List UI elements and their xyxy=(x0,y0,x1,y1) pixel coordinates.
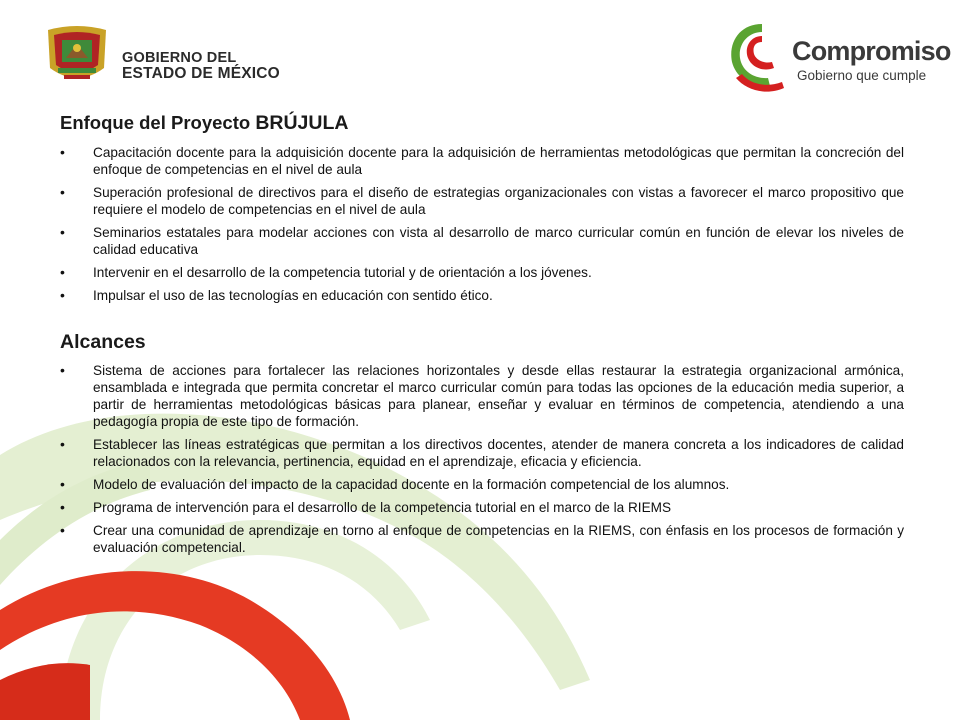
coat-of-arms-logo xyxy=(44,24,110,86)
gov-line-1: GOBIERNO DEL xyxy=(122,50,237,66)
header xyxy=(0,0,960,100)
slide-content xyxy=(60,112,904,562)
list-item: • Programa de intervención para el desarrollo de la competencia tutorial en el marco de la RIEMS xyxy=(60,499,904,516)
brand-title: Compromiso xyxy=(792,36,951,66)
alcances-list xyxy=(60,362,904,556)
swirl-red-tail xyxy=(0,663,90,720)
list-item: • Sistema de acciones para fortalecer las relaciones horizontales y desde ellas restaurar la estrategia organizacional armónica, ensamblada e integrada que permita concretar el marco curricular común para todas las opciones de la educación media superior, a partir de herramientas metodológicas básicas para planear, enseñar y evaluar en términos de competencia, atendiendo a una pedagogía propia de este tipo de formación. xyxy=(60,362,904,430)
list-item: • Seminarios estatales para modelar acciones con vista al desarrollo de marco curricular común en función de elevar los niveles de calidad educativa xyxy=(60,224,904,258)
list-item: • Intervenir en el desarrollo de la competencia tutorial y de orientación a los jóvenes. xyxy=(60,264,904,281)
section-title-prefix: Enfoque del Proyecto xyxy=(60,112,256,133)
gov-line-2: ESTADO DE MÉXICO xyxy=(122,65,280,82)
list-item: • Crear una comunidad de aprendizaje en torno al enfoque de competencias en la RIEMS, con énfasis en los procesos de formación y evaluación competencial. xyxy=(60,522,904,556)
list-item: • Superación profesional de directivos para el diseño de estrategias organizacionales con vistas a favorecer el marco propositivo que requiere el modelo de competencias en el nivel de aula xyxy=(60,184,904,218)
enfoque-list xyxy=(60,144,904,304)
list-item: • Modelo de evaluación del impacto de la capacidad docente en la formación competencial de los alumnos. xyxy=(60,476,904,493)
brand-subtitle: Gobierno que cumple xyxy=(797,68,927,83)
list-item: • Establecer las líneas estratégicas que permitan a los directivos docentes, atender de manera concreta a los indicadores de calidad relacionados con la relevancia, pertinencia, equidad en el aprendizaje, eficacia y eficiencia. xyxy=(60,436,904,470)
compromiso-logo-icon xyxy=(722,16,800,98)
government-name xyxy=(122,50,280,82)
list-item: • Capacitación docente para la adquisición docente para la adquisición de herramientas metodológicas que permitan la concreción del enfoque de competencias en el nivel de aula xyxy=(60,144,904,178)
list-item: • Impulsar el uso de las tecnologías en educación con sentido ético. xyxy=(60,287,904,304)
section-title-enfoque xyxy=(60,112,904,135)
section-title-strong: BRÚJULA xyxy=(255,112,349,134)
section-title-alcances: Alcances xyxy=(60,331,146,353)
